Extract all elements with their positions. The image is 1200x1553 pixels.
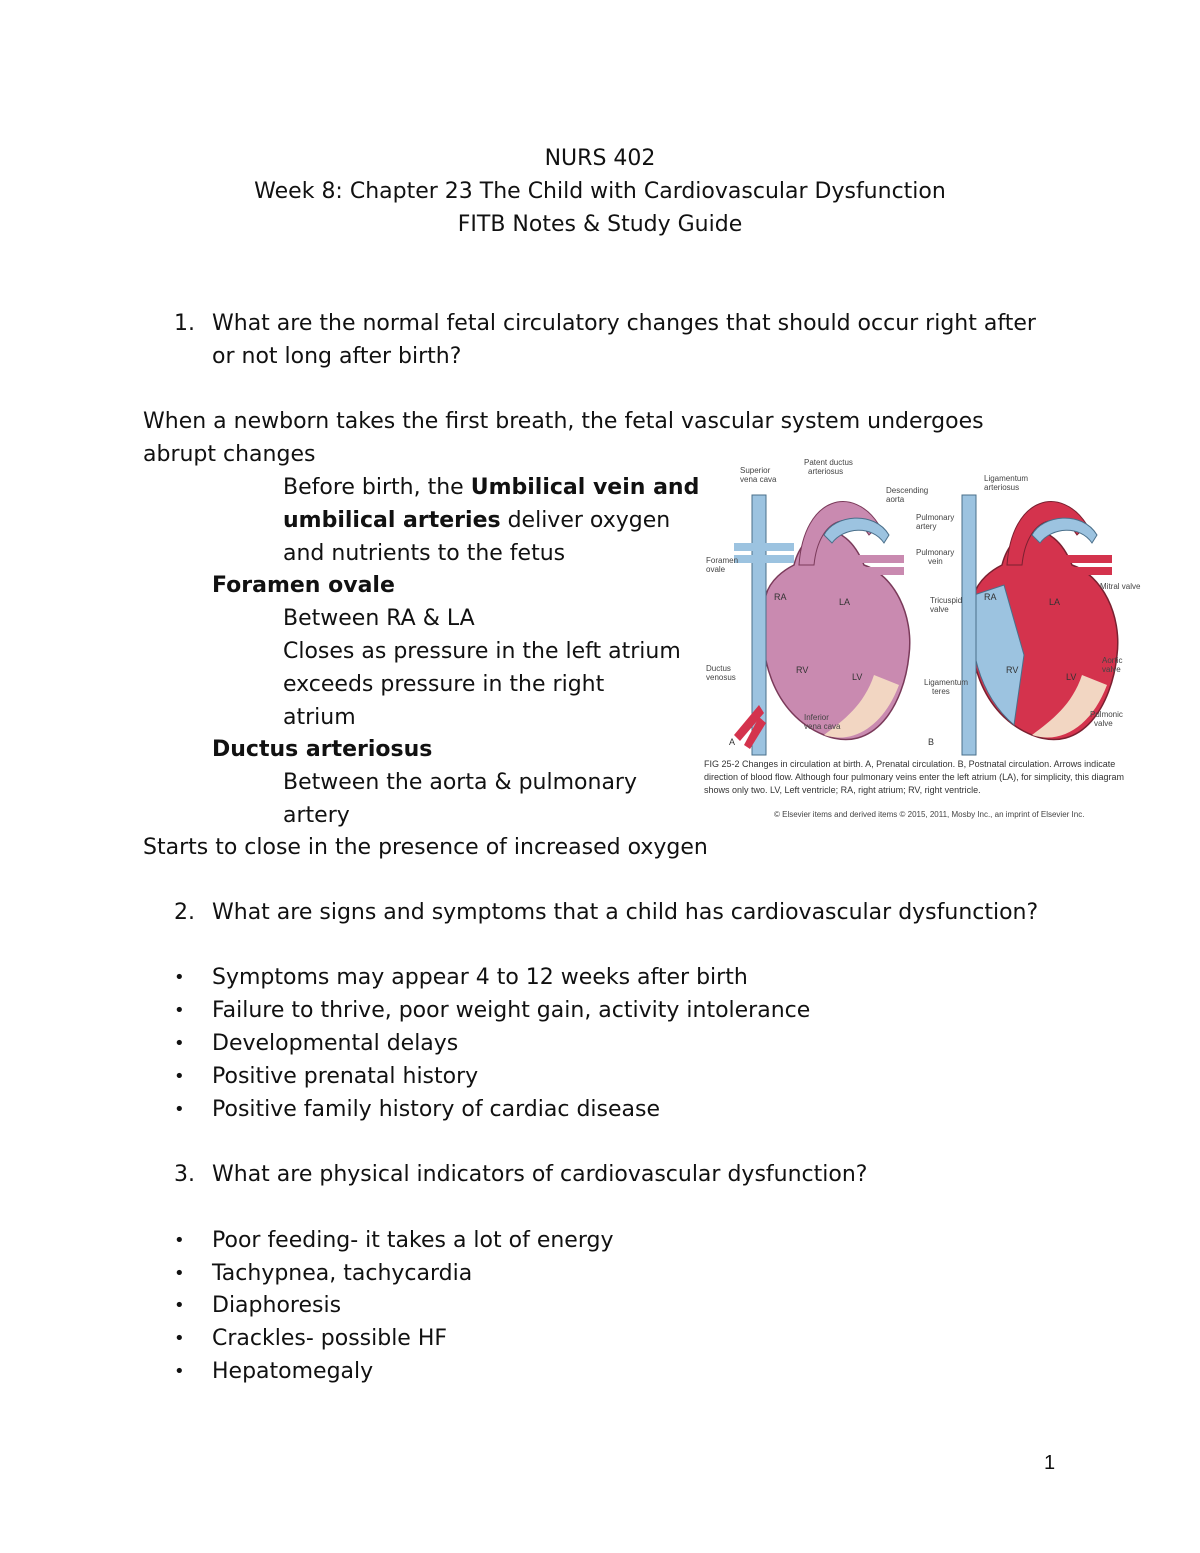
- label-inferior-vena-cava-2: vena cava: [804, 722, 841, 731]
- q2-number: 2.: [174, 900, 195, 925]
- label-foramen-ovale-2: ovale: [706, 565, 726, 574]
- ductus-arteriosus-heading: Ductus arteriosus: [212, 737, 433, 762]
- label-descending-aorta-2: aorta: [886, 495, 905, 504]
- foramen-detail-2: Closes as pressure in the left atrium: [283, 639, 681, 664]
- label-pulmonic-valve-1: Pulmonic: [1090, 710, 1123, 719]
- q1-answer-line2: abrupt changes: [143, 442, 316, 467]
- q1-number: 1.: [174, 311, 195, 336]
- label-pulmonary-artery-1: Pulmonary: [916, 513, 955, 522]
- q3-bullet-2: Tachypnea, tachycardia: [212, 1261, 473, 1286]
- q2-bullet-4: Positive prenatal history: [212, 1064, 479, 1089]
- q1-answer-line1: When a newborn takes the first breath, the fetal vascular system undergoes: [143, 409, 984, 434]
- q2-bullet-1: Symptoms may appear 4 to 12 weeks after birth: [212, 965, 748, 990]
- label-mitral-valve: Mitral valve: [1100, 582, 1141, 591]
- label-pulmonary-vein-2: vein: [928, 557, 943, 566]
- bullet-dot: •: [174, 1000, 185, 1021]
- document-subtitle: FITB Notes & Study Guide: [457, 212, 743, 237]
- figure-copyright: © Elsevier items and derived items © 2015, 2011, Mosby Inc., an imprint of Elsevier Inc.: [774, 810, 1085, 819]
- label-patent-ductus-2: arteriosus: [808, 467, 844, 476]
- label-inferior-vena-cava-1: Inferior: [804, 713, 829, 722]
- rv-label-a: RV: [796, 665, 809, 675]
- bullet-dot: •: [174, 1328, 185, 1349]
- panel-a-label: A: [729, 737, 736, 747]
- q1-question-line2: or not long after birth?: [212, 344, 462, 369]
- week-title: Week 8: Chapter 23 The Child with Cardiovascular Dysfunction: [254, 179, 946, 204]
- umbilical-vein-term: Umbilical vein and: [470, 475, 700, 500]
- before-birth-line3: and nutrients to the fetus: [283, 541, 566, 566]
- label-ligamentum-arteriosus-1: Ligamentum: [984, 474, 1029, 483]
- page-number: 1: [1044, 1452, 1056, 1474]
- ductus-detail-1: Between the aorta & pulmonary: [283, 770, 637, 795]
- q3-question: What are physical indicators of cardiovascular dysfunction?: [212, 1162, 868, 1187]
- before-birth-prefix: Before birth, the: [283, 475, 471, 500]
- bullet-dot: •: [174, 1263, 185, 1284]
- label-ductus-venosus-1: Ductus: [706, 664, 731, 673]
- label-aortic-valve-2: valve: [1102, 665, 1121, 674]
- q3-bullet-5: Hepatomegaly: [212, 1359, 374, 1384]
- label-tricuspid-valve-1: Tricuspid: [930, 596, 963, 605]
- label-patent-ductus-1: Patent ductus: [804, 458, 853, 467]
- panel-b-label: B: [928, 737, 935, 747]
- q3-bullet-1: Poor feeding- it takes a lot of energy: [212, 1228, 614, 1253]
- fetal-circulation-figure: [704, 455, 1144, 825]
- bullet-dot: •: [174, 1099, 185, 1120]
- before-birth-line2: [283, 504, 670, 537]
- q1-question-line1: What are the normal fetal circulatory changes that should occur right after: [212, 311, 1036, 336]
- foramen-detail-4: atrium: [283, 705, 356, 730]
- q2-bullet-5: Positive family history of cardiac disease: [212, 1097, 660, 1122]
- label-pulmonary-artery-2: artery: [916, 522, 937, 531]
- bullet-dot: •: [174, 967, 185, 988]
- label-pulmonic-valve-2: valve: [1094, 719, 1113, 728]
- course-title: NURS 402: [544, 146, 656, 171]
- lv-label-b: LV: [1066, 672, 1077, 682]
- la-label-a: LA: [839, 597, 851, 607]
- q3-bullet-3: Diaphoresis: [212, 1293, 342, 1318]
- q3-bullet-4: Crackles- possible HF: [212, 1326, 448, 1351]
- bullet-dot: •: [174, 1066, 185, 1087]
- figure-caption-line1: FIG 25-2 Changes in circulation at birth. A, Prenatal circulation. B, Postnatal circulation. Arrows indicate: [704, 759, 1116, 769]
- label-tricuspid-valve-2: valve: [930, 605, 949, 614]
- figure-caption-line3: shows only two. LV, Left ventricle; RA, right atrium; RV, right ventricle.: [704, 785, 981, 795]
- umbilical-arteries-term: umbilical arteries: [283, 508, 501, 533]
- bullet-dot: •: [174, 1361, 185, 1382]
- foramen-ovale-heading: Foramen ovale: [212, 573, 395, 598]
- figure-caption-line2: direction of blood flow. Although four pulmonary veins enter the left atrium (LA), for simplicity, this diagram: [704, 772, 1125, 782]
- label-aortic-valve-1: Aortic: [1102, 656, 1123, 665]
- q3-number: 3.: [174, 1162, 195, 1187]
- label-pulmonary-vein-1: Pulmonary: [916, 548, 955, 557]
- bullet-dot: •: [174, 1295, 185, 1316]
- lv-label-a: LV: [852, 672, 863, 682]
- bullet-dot: •: [174, 1230, 185, 1251]
- label-ductus-venosus-2: venosus: [706, 673, 736, 682]
- foramen-detail-1: Between RA & LA: [283, 606, 475, 631]
- rv-label-b: RV: [1006, 665, 1019, 675]
- label-ligamentum-teres-1: Ligamentum: [924, 678, 969, 687]
- la-label-b: LA: [1049, 597, 1061, 607]
- label-foramen-ovale-1: Foramen: [706, 556, 739, 565]
- q1-closing-line: Starts to close in the presence of increased oxygen: [143, 835, 708, 860]
- label-superior-vena-cava-2: vena cava: [740, 475, 777, 484]
- foramen-detail-3: exceeds pressure in the right: [283, 672, 605, 697]
- label-superior-vena-cava-1: Superior: [740, 466, 771, 475]
- bullet-dot: •: [174, 1033, 185, 1054]
- before-birth-suffix: deliver oxygen: [500, 508, 671, 533]
- ductus-detail-2: artery: [283, 803, 350, 828]
- label-ligamentum-arteriosus-2: arteriosus: [984, 483, 1020, 492]
- ra-label-a: RA: [774, 592, 787, 602]
- before-birth-line1: [283, 471, 699, 504]
- q2-question: What are signs and symptoms that a child has cardiovascular dysfunction?: [212, 900, 1039, 925]
- label-descending-aorta-1: Descending: [886, 486, 929, 495]
- q2-bullet-2: Failure to thrive, poor weight gain, activity intolerance: [212, 998, 811, 1023]
- label-ligamentum-teres-2: teres: [932, 687, 950, 696]
- q2-bullet-3: Developmental delays: [212, 1031, 459, 1056]
- ra-label-b: RA: [984, 592, 997, 602]
